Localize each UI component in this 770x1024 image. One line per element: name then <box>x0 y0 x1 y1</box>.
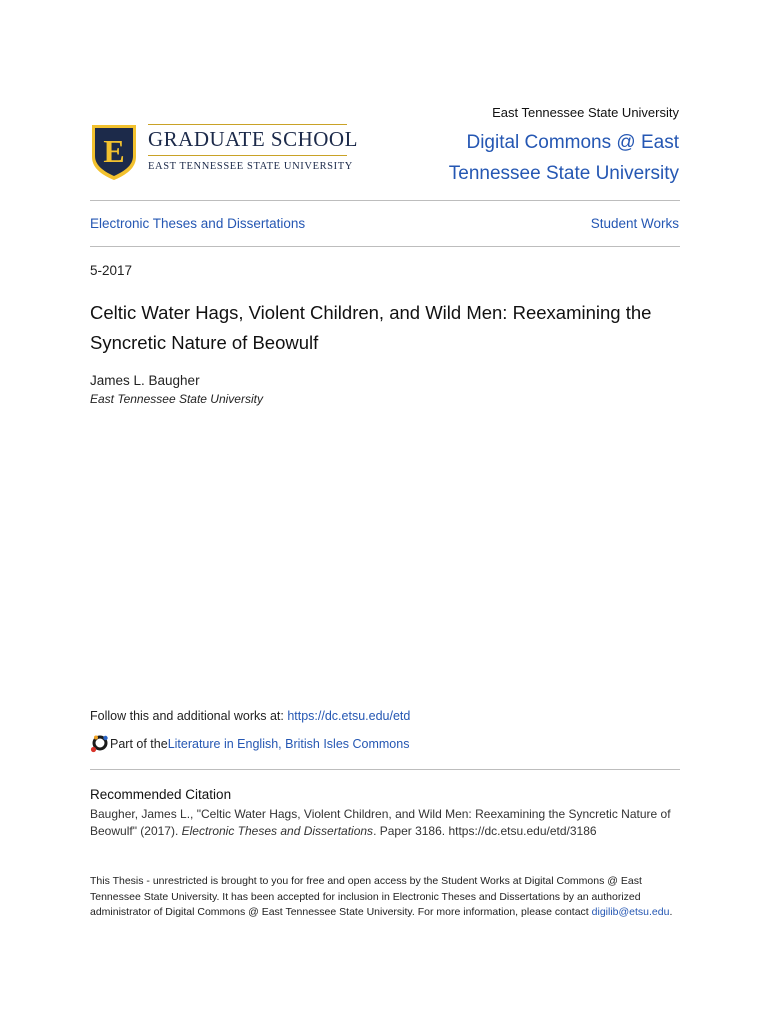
follow-line <box>90 709 410 723</box>
citation-heading: Recommended Citation <box>90 787 232 802</box>
student-works-link[interactable]: Student Works <box>590 216 679 231</box>
author-affiliation: East Tennessee State University <box>90 392 263 406</box>
article-title: Celtic Water Hags, Violent Children, and Wild Men: Reexamining the Syncretic Nature of Beowulf <box>90 302 652 353</box>
divider-top <box>90 200 680 201</box>
logo-mid-rule <box>148 155 347 156</box>
publication-date: 5-2017 <box>90 263 133 278</box>
collection-link[interactable]: Electronic Theses and Dissertations <box>90 216 306 231</box>
follow-url-link[interactable]: https://dc.etsu.edu/etd <box>287 709 411 723</box>
divider-nav <box>90 246 680 247</box>
bepress-network-icon <box>90 735 108 753</box>
notice-end: . <box>669 906 673 918</box>
access-notice <box>90 874 680 921</box>
shield-letter: E <box>103 133 125 169</box>
citation-end: . Paper 3186. https://dc.etsu.edu/etd/3186 <box>373 823 597 838</box>
discipline-commons-link[interactable]: Literature in English, British Isles Commons <box>167 737 410 751</box>
etsu-shield-icon <box>90 123 138 181</box>
graduate-school-logo[interactable] <box>90 123 358 181</box>
part-of-line <box>90 734 409 754</box>
logo-top-rule <box>148 124 347 125</box>
logo-title: GRADUATE SCHOOL <box>148 127 358 151</box>
part-of-prefix: Part of the <box>110 737 168 751</box>
follow-prefix: Follow this and additional works at: <box>90 709 288 723</box>
divider-citation <box>90 769 680 770</box>
citation-start: Baugher, James L., "Celtic Water Hags, Violent Children, and Wild Men: Reexamining the Syncretic Nature of Beowulf" (2017). <box>90 807 671 838</box>
repository-link[interactable]: Digital Commons @ East Tennessee State University <box>448 132 679 184</box>
notice-text: This Thesis - unrestricted is brought to you for free and open access by the Student Works at Digital Commons @ East Tennessee State University. It has been accepted for inclusion in Electronic Theses and Dissertations by an authorized administrator of Digital Commons @ East Tennessee State University. For more information, please contact <box>90 875 642 918</box>
citation-series: Electronic Theses and Dissertations <box>181 823 374 838</box>
contact-email-link[interactable]: digilib@etsu.edu <box>591 906 670 918</box>
logo-subtitle: EAST TENNESSEE STATE UNIVERSITY <box>148 161 353 172</box>
author-name: James L. Baugher <box>90 373 200 388</box>
institution-name: East Tennessee State University <box>492 105 679 120</box>
citation-text <box>90 806 682 839</box>
